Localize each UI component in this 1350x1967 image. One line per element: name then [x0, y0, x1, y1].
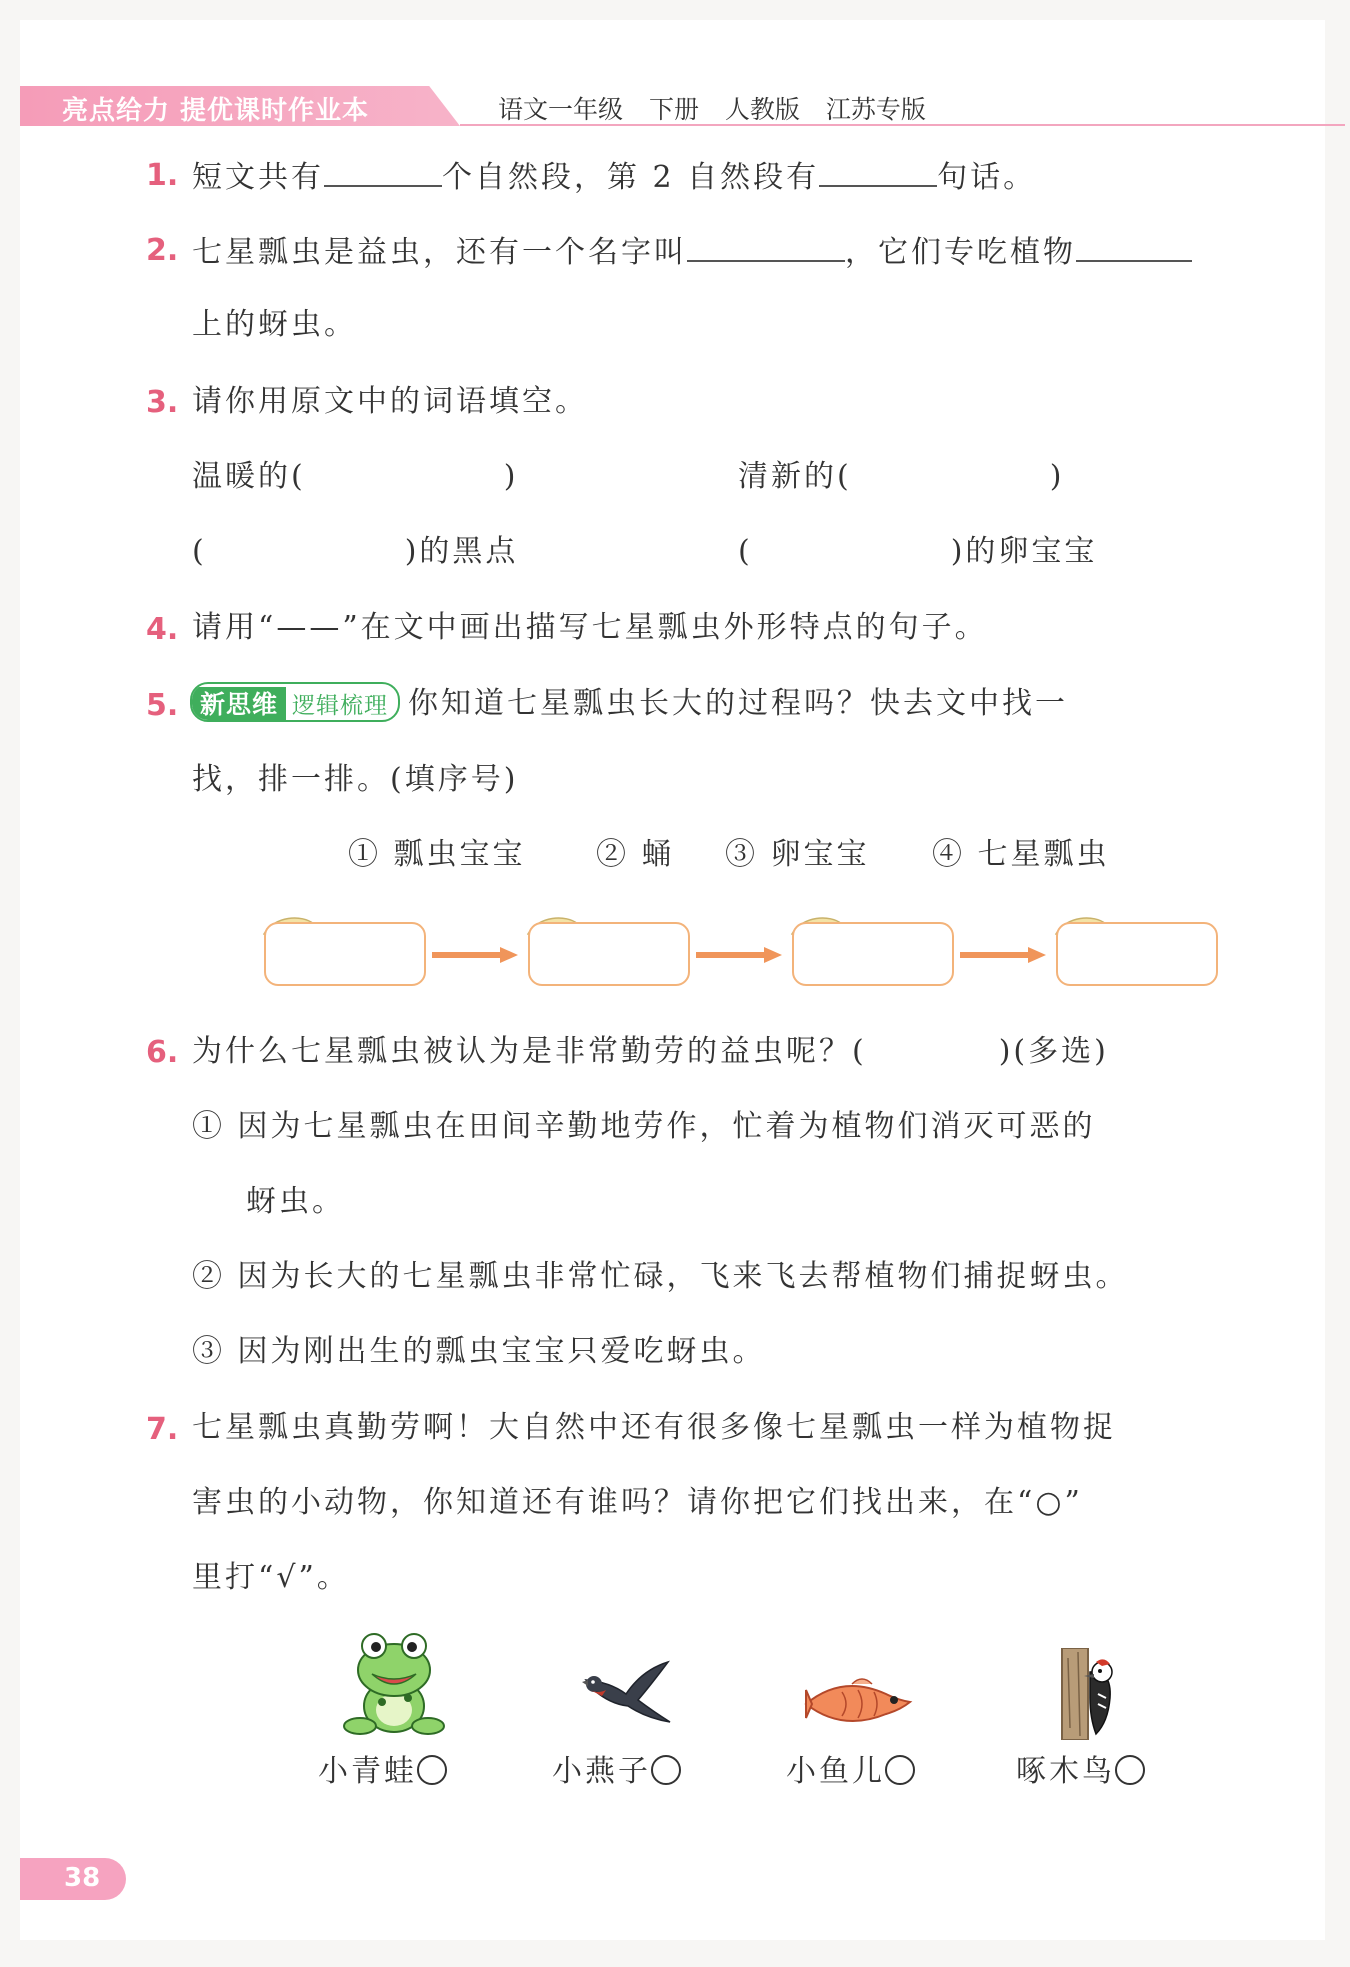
q3-number: 3.: [146, 385, 179, 420]
q6-option-3: ③ 因为刚出生的瓢虫宝宝只爱吃蚜虫。: [192, 1334, 766, 1369]
animal-fish-label: 小鱼儿: [786, 1754, 885, 1789]
q4-number: 4.: [146, 612, 179, 647]
animal-frog: [318, 1746, 447, 1790]
q5-number: 5.: [146, 688, 179, 723]
q2-number: 2.: [146, 233, 179, 268]
q5-option-2: ② 蛹: [596, 837, 675, 872]
q5-part1: 你知道七星瓢虫长大的过程吗？快去文中找一: [408, 686, 1069, 721]
tag-label-logic: 逻辑梳理: [292, 693, 389, 719]
q3-item-4[interactable]: ( )的卵宝宝: [738, 534, 1098, 569]
fish-answer-circle[interactable]: [885, 1755, 915, 1785]
q6-option-1-cont: 蚜虫。: [246, 1184, 345, 1219]
new-thinking-tag: [190, 682, 400, 722]
q5-text: [190, 684, 1068, 725]
q1-part3: 句话。: [937, 160, 1037, 195]
animal-woodpecker-label: 啄木鸟: [1016, 1754, 1115, 1789]
swallow-icon: [580, 1660, 672, 1726]
q3-item-3[interactable]: ( )的黑点: [192, 534, 519, 569]
sequence-box-3[interactable]: [792, 922, 954, 986]
page-number-badge: [20, 1858, 126, 1900]
animal-frog-label: 小青蛙: [318, 1754, 417, 1789]
q5-option-3: ③ 卵宝宝: [725, 837, 870, 872]
animal-swallow: [552, 1746, 681, 1790]
page-header: [20, 84, 1325, 128]
q1-blank-2[interactable]: [819, 155, 937, 187]
q1-part1: 短文共有: [192, 160, 324, 195]
q5-text-line2: 找，排一排。(填序号): [192, 762, 519, 797]
animal-swallow-label: 小燕子: [552, 1754, 651, 1789]
q7-number: 7.: [146, 1412, 179, 1447]
sequence-box-4[interactable]: [1056, 922, 1218, 986]
q1-blank-1[interactable]: [324, 155, 442, 187]
woodpecker-icon: [1056, 1648, 1122, 1740]
arrow-icon: [960, 945, 1046, 965]
arrow-icon: [432, 945, 518, 965]
animal-fish: [786, 1746, 915, 1790]
q2-blank-1[interactable]: [687, 230, 845, 262]
header-info: 语文一年级 下册 人教版 江苏专版: [498, 95, 926, 124]
q7-text-line2: 害虫的小动物，你知道还有谁吗？请你把它们找出来，在“○”: [192, 1485, 1083, 1520]
q4-text: 请用“——”在文中画出描写七星瓢虫外形特点的句子。: [192, 610, 988, 645]
frog-icon: [342, 1630, 446, 1738]
sequence-box-1[interactable]: [264, 922, 426, 986]
q1-number: 1.: [146, 158, 179, 193]
q3-text: 请你用原文中的词语填空。: [192, 384, 588, 419]
q6-text: 为什么七星瓢虫被认为是非常勤劳的益虫呢？( )(多选): [192, 1034, 1109, 1069]
q7-text-line1: 七星瓢虫真勤劳啊！大自然中还有很多像七星瓢虫一样为植物捉: [192, 1410, 1116, 1445]
q2-blank-2[interactable]: [1076, 230, 1192, 262]
animal-woodpecker: [1016, 1746, 1145, 1790]
arrow-icon: [696, 945, 782, 965]
q5-option-4: ④ 七星瓢虫: [932, 837, 1110, 872]
woodpecker-answer-circle[interactable]: [1115, 1755, 1145, 1785]
frog-answer-circle[interactable]: [417, 1755, 447, 1785]
q2-part2: ，它们专吃植物: [845, 235, 1076, 270]
q3-item-2[interactable]: 清新的( ): [738, 459, 1065, 494]
header-divider: [460, 124, 1345, 126]
sequence-box-2[interactable]: [528, 922, 690, 986]
swallow-answer-circle[interactable]: [651, 1755, 681, 1785]
q6-number: 6.: [146, 1035, 179, 1070]
fish-icon: [802, 1674, 916, 1732]
q1-part2: 个自然段，第 2 自然段有: [442, 160, 820, 195]
q2-text: [192, 230, 1192, 273]
q6-option-2: ② 因为长大的七星瓢虫非常忙碌，飞来飞去帮植物们捕捉蚜虫。: [192, 1259, 1129, 1294]
tag-label-new-thinking: 新思维: [192, 687, 286, 722]
q3-item-1[interactable]: 温暖的( ): [192, 459, 519, 494]
q2-text-line2: 上的蚜虫。: [192, 307, 357, 342]
q2-part1: 七星瓢虫是益虫，还有一个名字叫: [192, 235, 687, 270]
q7-text-line3: 里打“√”。: [192, 1560, 350, 1595]
page-number: 38: [64, 1863, 101, 1893]
header-brand: 亮点给力 提优课时作业本: [62, 96, 370, 126]
q5-option-1: ① 瓢虫宝宝: [348, 837, 526, 872]
q6-option-1: ① 因为七星瓢虫在田间辛勤地劳作，忙着为植物们消灭可恶的: [192, 1109, 1096, 1144]
q1-text: [192, 155, 1036, 198]
